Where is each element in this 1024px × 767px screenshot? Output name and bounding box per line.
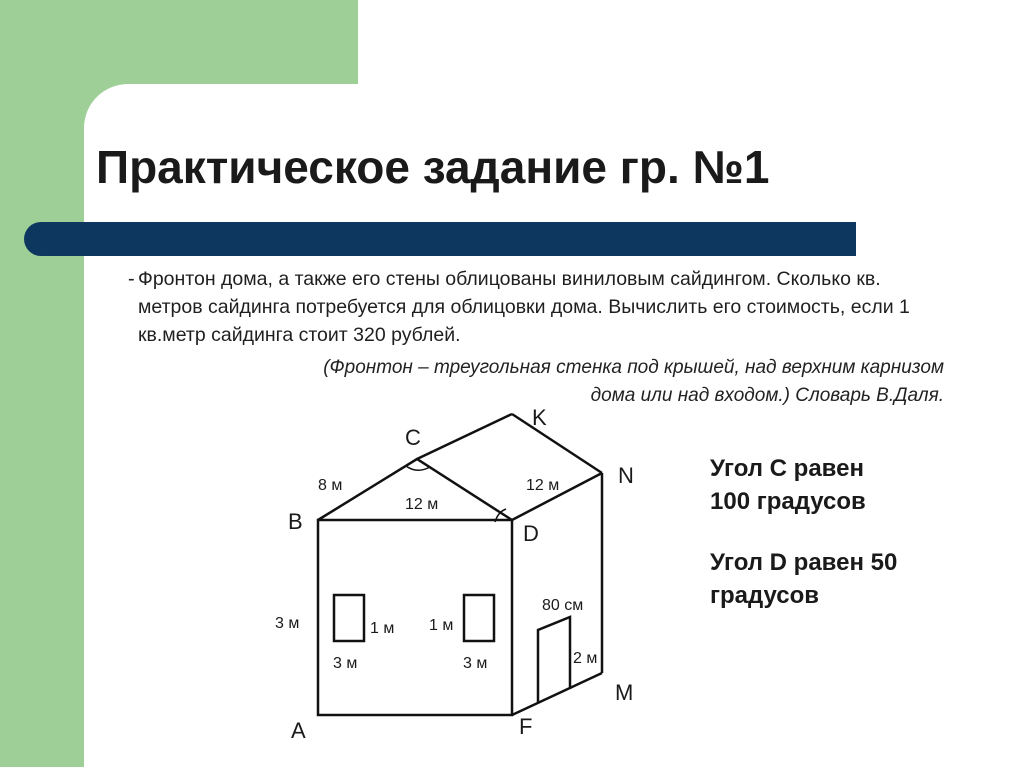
point-label-d: D	[523, 521, 539, 546]
answer-d-line-2: градусов	[710, 582, 820, 609]
dim-window2-width: 3 м	[463, 655, 488, 672]
dim-window2-height: 1 м	[429, 617, 454, 634]
note-line-1: (Фронтон – треугольная стенка под крышей, над верхним карнизом	[323, 357, 944, 378]
point-label-b: B	[288, 509, 303, 534]
roof-side-edge	[512, 414, 602, 473]
dim-bc: 8 м	[318, 477, 343, 494]
dim-window1-height: 1 м	[370, 620, 395, 637]
answer-angle-d	[710, 546, 1010, 612]
side-wall-bottom-edge	[512, 673, 602, 715]
note-line-2: дома или над входом.) Словарь В.Даля.	[590, 385, 944, 406]
slide-title: Практическое задание гр. №1	[96, 141, 770, 193]
answers-block	[710, 452, 1010, 640]
point-label-f: F	[519, 714, 533, 739]
answer-angle-c	[710, 452, 1010, 518]
house-diagram	[270, 400, 670, 767]
point-label-a: A	[291, 718, 306, 743]
bullet-marker: -	[128, 268, 135, 290]
window-left	[334, 595, 364, 641]
answer-d-line-1: Угол D равен 50	[710, 549, 898, 576]
answer-c-line-1: Угол С равен	[710, 455, 864, 482]
dim-dk: 12 м	[526, 477, 560, 494]
dim-door-height: 2 м	[573, 650, 598, 667]
task-text: Фронтон дома, а также его стены облицованы виниловым сайдингом. Сколько кв. метров сайдинга потребуется для облицовки дома. Вычислить его стоимость, если 1 кв.метр сайдинга стоит 320 рублей.	[138, 268, 910, 346]
window-right	[464, 595, 494, 641]
point-label-k: K	[532, 405, 547, 430]
answer-c-line-2: 100 градусов	[710, 488, 866, 515]
point-label-n: N	[618, 463, 634, 488]
dim-bd: 12 м	[405, 496, 439, 513]
dim-wall-height: 3 м	[275, 615, 300, 632]
point-label-c: C	[405, 425, 421, 450]
point-label-m: M	[615, 680, 634, 705]
front-wall	[318, 520, 512, 715]
roof-ridge	[417, 414, 512, 459]
angle-c-arc	[406, 466, 430, 470]
dim-door-width: 80 см	[542, 597, 584, 614]
title-underline-bar	[24, 222, 856, 256]
dim-window1-width: 3 м	[333, 655, 358, 672]
